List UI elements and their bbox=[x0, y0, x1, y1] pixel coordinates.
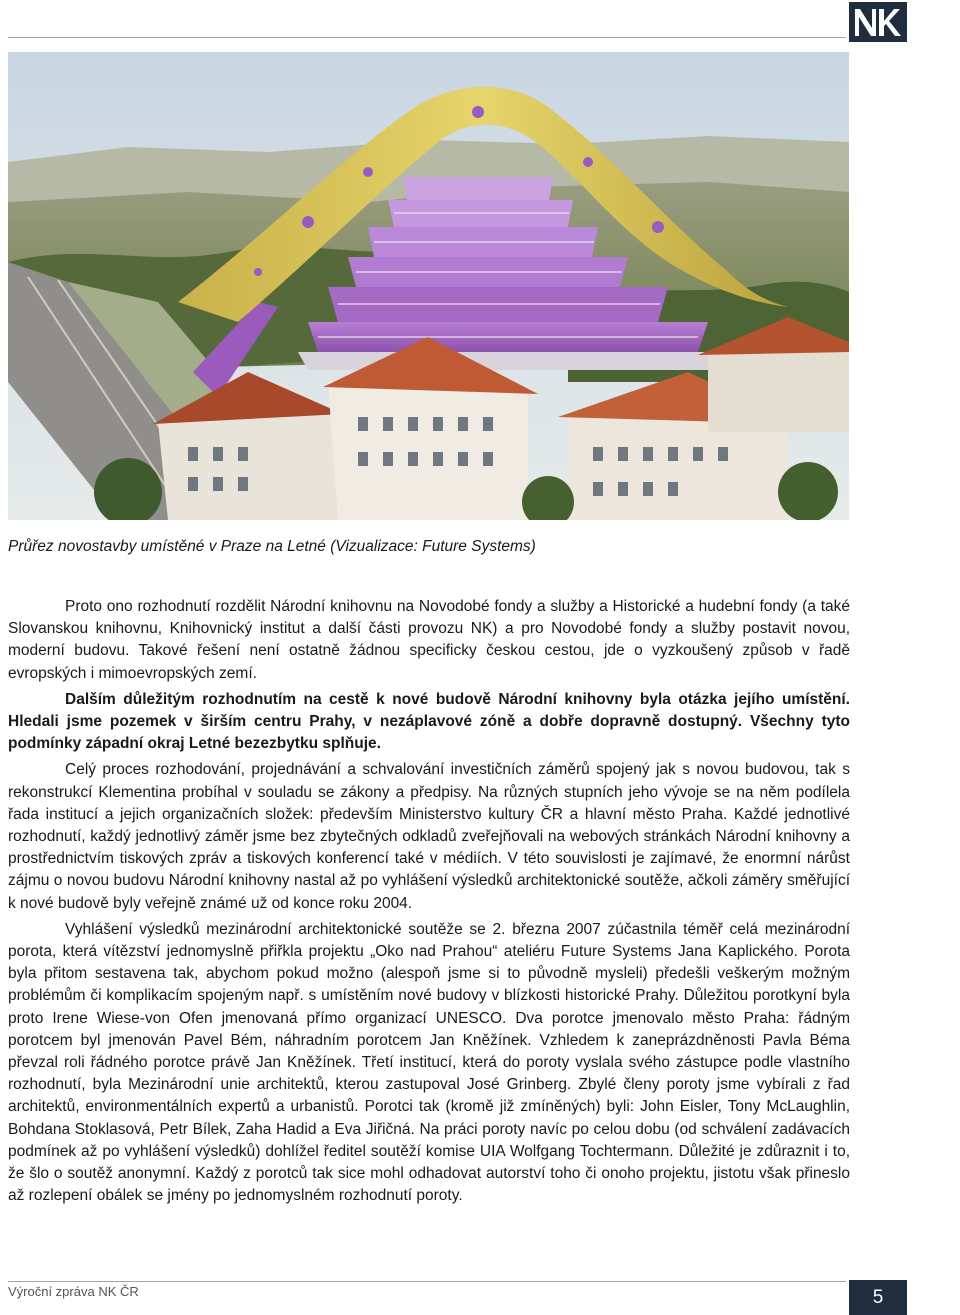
article-body bbox=[8, 596, 850, 1211]
nk-logo-mark bbox=[849, 2, 907, 42]
visualization-illustration bbox=[8, 52, 849, 520]
paragraph-bold: Dalším důležitým rozhodnutím na cestě k nové budově Národní knihovny byla otázka jejího umístění. Hledali jsme pozemek v širším centru Prahy, v nezáplavové zóně a dobře dopravně dostupný. Všechny tyto podmínky západní okraj Letné bezezbytku splňuje. bbox=[8, 690, 850, 753]
paragraph: Vyhlášení výsledků mezinárodní architektonické soutěže se 2. března 2007 zúčastnila téměř celá mezinárodní porota, která vítězství jednomyslně přiřkla projektu „Oko nad Prahou“ ateliéru Future Systems Jana Kaplického. Porota byla přitom sestavena tak, abychom pokud možno (alespoň jsme si to původně mysleli) předešli veškerým možným problémům či komplikacím spojeným např. s umístěním nové budovy v blízkosti historické Prahy. Důležitou porotkyní byla proto Irene Wiese-von Ofen jmenovaná přímo organizací UNESCO. Dva porotce jmenovalo město Praha: řádným porotcem byl jmenován Pavel Bém, náhradním porotcem Jan Kněžínek. Vzhledem k zaneprázdněnosti Pavla Béma převzal roli řádného porotce právě Jan Kněžínek. Třetí institucí, která do poroty vyslala svého zástupce podle vlastního rozhodnutí, byla Mezinárodní unie architektů, kterou zastupoval José Grinberg. Zbylé členy poroty jsme vybírali z řad architektů, environmentálních expertů a urbanistů. Porotci tak (kromě již zmíněných) byli: John Eisler, Tony McLaughlin, Bohdana Stoklasová, Petr Bílek, Zaha Hadid a Eva Jiřičná. Na práci poroty navíc po celou dobu (od schválení zadávacích podmínek až po vyhlášení výsledků) dohlížel ředitel soutěží komise UIA Wolfgang Tochtermann. Důležité je zdůraznit i to, že šlo o soutěž anonymní. Každý z porotců tak sice mohl odhadovat autorství toho či onoho projektu, jistotu však přineslo až rozlepení obálek se jmény po jednomyslném rozhodnutí poroty. bbox=[8, 920, 850, 1205]
header-rule bbox=[8, 37, 846, 38]
paragraph: Celý proces rozhodování, projednávání a schvalování investičních záměrů spojený jak s novou budovou, tak s rekonstrukcí Klementina probíhal v souladu se zákony a předpisy. Na různých stupních jeho vývoje se na něm podílela řada institucí a jejich organizačních složek: především Ministerstvo kultury ČR a hlavní město Praha. Každé jednotlivé rozhodnutí, každý jednotlivý záměr jsme bez zbytečných odkladů zveřejňovali na webových stránkách Národní knihovny a prostřednictvím tiskových zpráv a tiskových konferencí také v médiích. V této souvislosti je zajímavé, že enormní nárůst zájmu o novou budovu Národní knihovny nastal až po vyhlášení výsledků architektonické soutěže, ačkoli záměry směřující k nové budově byly veřejně známé už od konce roku 2004. bbox=[8, 761, 850, 912]
figure-caption: Průřez novostavby umístěné v Praze na Letné (Vizualizace: Future Systems) bbox=[8, 538, 536, 555]
page-number: 5 bbox=[849, 1280, 907, 1315]
publication-title: Výroční zpráva NK ČR bbox=[8, 1284, 139, 1299]
paragraph: Proto ono rozhodnutí rozdělit Národní knihovnu na Novodobé fondy a služby a Historické a hudební fondy (a také Slovanskou knihovnu, Knihovnický institut a další části provozu NK) a pro Novodobé fondy a služby postavit novou, moderní budovu. Takové řešení není ostatně žádnou specificky českou cestou, jde o vyzkoušený způsob v řadě evropských i mimoevropských zemí. bbox=[8, 598, 850, 682]
building-visualization-photo bbox=[8, 52, 849, 520]
footer-rule bbox=[8, 1281, 846, 1282]
nk-logo bbox=[849, 2, 907, 42]
